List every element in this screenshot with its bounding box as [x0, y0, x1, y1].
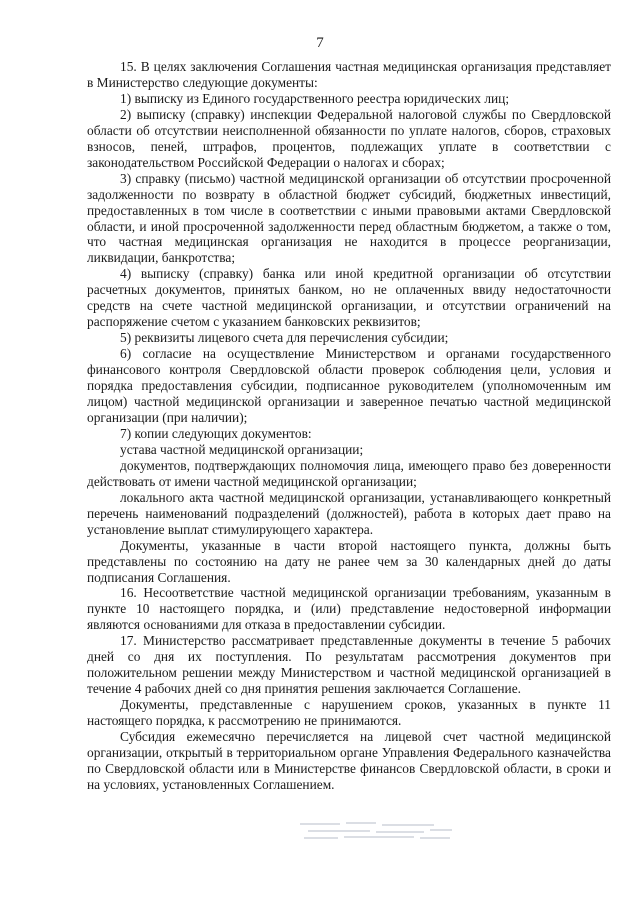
- paragraph-documents-date: Документы, указанные в части второй настоящего пункта, должны быть представлены по состоянию на дату не ранее чем за 30 календарных дней до даты подписания Соглашения.: [87, 537, 611, 585]
- paragraph-charter: устава частной медицинской организации;: [120, 441, 364, 457]
- page-number: 7: [316, 35, 324, 51]
- paragraph-late-documents: Документы, представленные с нарушением сроков, указанных в пункте 11 настоящего порядка, к рассмотрению не принимаются.: [87, 697, 611, 729]
- paragraph-subitem-2: 2) выписку (справку) инспекции Федеральной налоговой службы по Свердловской области об отсутствии неисполненной обязанности по уплате налогов, сборов, страховых взносов, пеней, штрафов, процентов, подлежащих уплате в соответствии с законодательством Российской Федерации о налогах и сборах;: [87, 106, 611, 170]
- paragraph-subitem-4: 4) выписку (справку) банка или иной кредитной организации об отсутствии расчетных документов, принятых банком, но не оплаченных ввиду недостаточности средств на счете частной медицинской организации, и отсутствии ограничений на распоряжение счетом с указанием банковских реквизитов;: [87, 266, 611, 330]
- paragraph-item-16: 16. Несоответствие частной медицинской организации требованиям, указанным в пункте 10 настоящего порядка, и (или) представление недостоверной информации являются основаниями для отказа в предоставлении субсидии.: [87, 585, 611, 633]
- paragraph-item-17: 17. Министерство рассматривает представленные документы в течение 5 рабочих дней со дня их поступления. По результатам рассмотрения документов при положительном решении между Министерством и частной медицинской организацией в течение 4 рабочих дней со дня принятия решения заключается Соглашение.: [87, 633, 611, 697]
- paragraph-subitem-5: 5) реквизиты лицевого счета для перечисления субсидии;: [120, 330, 449, 346]
- paragraph-subitem-1: 1) выписку из Единого государственного реестра юридических лиц;: [120, 90, 510, 106]
- paragraph-local-act: локального акта частной медицинской организации, устанавливающего конкретный перечень наименований подразделений (должностей), работа в которых дает право на установление выплат стимулирующего характера.: [87, 489, 611, 537]
- paragraph-subitem-7: 7) копии следующих документов:: [120, 425, 312, 441]
- document-body: [87, 59, 611, 793]
- paragraph-subitem-3: 3) справку (письмо) частной медицинской организации об отсутствии просроченной задолженности по возврату в областной бюджет субсидий, бюджетных инвестиций, предоставленных в том числе в соответствии с иными правовыми актами Свердловской области, и иной просроченной задолженности перед областным бюджетом, а также о том, что частная медицинская организация не находится в процессе реорганизации, ликвидации, банкротства;: [87, 170, 611, 266]
- faint-stamp-imprint: [298, 820, 458, 842]
- paragraph-authority-documents: документов, подтверждающих полномочия лица, имеющего право без доверенности действовать от имени частной медицинской организации;: [87, 457, 611, 489]
- paragraph-subitem-6: 6) согласие на осуществление Министерством и органами государственного финансового контроля Свердловской области проверок соблюдения цели, условия и порядка предоставления субсидии, подписанное руководителем (уполномоченным им лицом) частной медицинской организации и заверенное печатью частной медицинской организации (при наличии);: [87, 346, 611, 425]
- paragraph-item-15: 15. В целях заключения Соглашения частная медицинская организация представляет в Министерство следующие документы:: [87, 59, 611, 90]
- paragraph-subsidy-transfer: Субсидия ежемесячно перечисляется на лицевой счет частной медицинской организации, открытый в территориальном органе Управления Федерального казначейства по Свердловской области или в Министерстве финансов Свердловской области, в сроки и на условиях, установленных Соглашением.: [87, 729, 611, 792]
